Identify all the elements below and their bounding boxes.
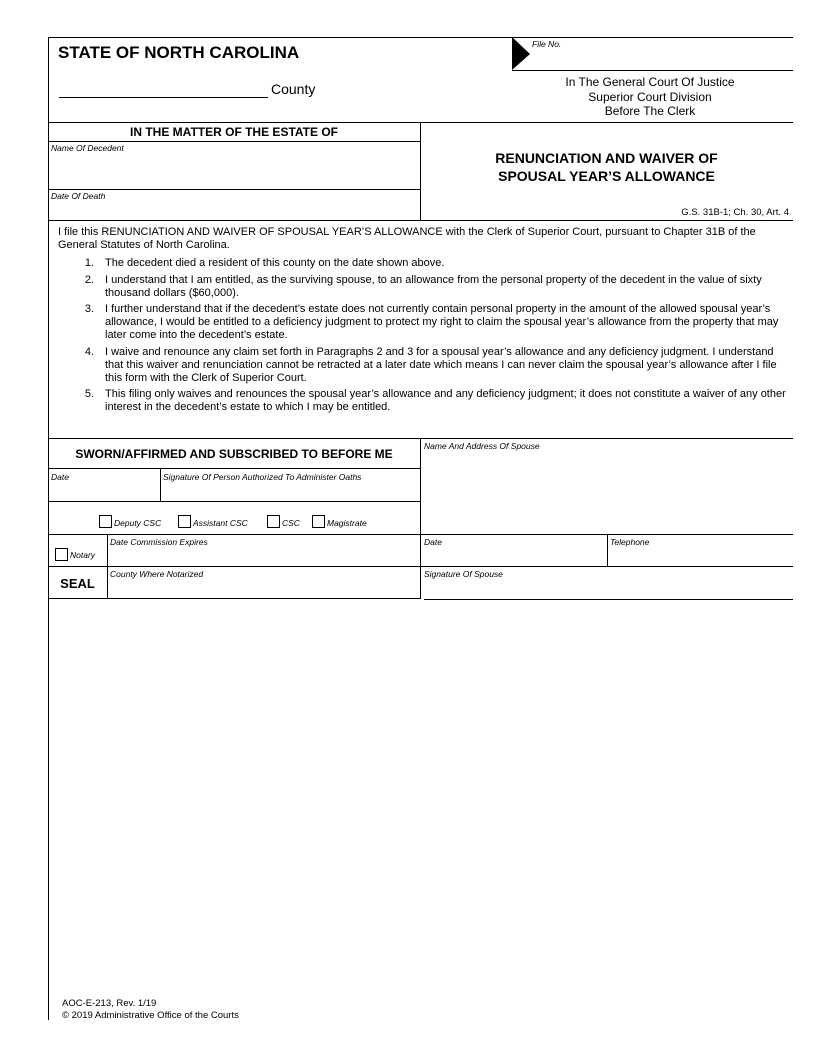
sworn-date-label: Date — [51, 472, 69, 482]
intro-paragraph: I file this RENUNCIATION AND WAIVER OF SPOUSAL YEAR’S ALLOWANCE with the Clerk of Superior Court, pursuant to Chapter 31B of the General Statutes of North Carolina. — [58, 226, 756, 252]
copyright: © 2019 Administrative Office of the Courts — [62, 1009, 239, 1021]
list-item — [58, 303, 788, 343]
sworn-heading-underline — [48, 468, 420, 469]
body-text — [58, 226, 788, 418]
list-item — [58, 274, 788, 300]
sworn-bottom-border — [48, 598, 420, 599]
commission-row-bottom — [48, 566, 793, 567]
county-underline — [59, 97, 268, 98]
assistant-csc-label: Assistant CSC — [193, 518, 248, 528]
spouse-signature-label: Signature Of Spouse — [424, 569, 503, 579]
item-text: This filing only waives and renounces the spousal year’s allowance and any deficiency judgment; it does not constitute a waiver of any other interest in the decedent’s estate to which I may be entitled. — [105, 388, 786, 414]
csc-checkbox[interactable] — [267, 515, 280, 528]
file-no-arrow-icon — [512, 37, 532, 71]
county-notarized-label: County Where Notarized — [110, 569, 204, 579]
sworn-date-underline — [48, 501, 420, 502]
form-title-line-1: RENUNCIATION AND WAIVER OF — [495, 150, 718, 166]
commission-expires-label: Date Commission Expires — [110, 537, 208, 547]
item-text: I waive and renounce any claim set forth in Paragraphs 2 and 3 for a spousal year’s allowance and any deficiency judgment. I understand that this waiver and renunciation cannot be retracted at a later date which means I can never claim the spousal year’s allowance after I file this form with the Clerk of Superior Court. — [105, 345, 777, 385]
spouse-date-input[interactable] — [425, 549, 603, 564]
sworn-date-input[interactable] — [52, 484, 156, 499]
decedent-name-input[interactable] — [52, 156, 416, 186]
item-number: 5. — [84, 388, 94, 401]
court-info — [510, 75, 790, 119]
list-item — [58, 346, 788, 386]
item-number: 4. — [84, 345, 94, 358]
decedent-name-underline — [48, 189, 420, 190]
item-text: I understand that I am entitled, as the surviving spouse, to an allowance from the personal property of the decedent in the value of sixty thousand dollars ($60,000). — [105, 273, 762, 299]
item-text: The decedent died a resident of this county on the date shown above. — [105, 257, 445, 270]
top-border — [48, 37, 793, 38]
court-line-3: Before The Clerk — [604, 104, 696, 118]
court-line-1: In The General Court Of Justice — [565, 75, 735, 89]
telephone-input[interactable] — [611, 549, 789, 564]
csc-label: CSC — [282, 518, 300, 528]
decedent-name-label: Name Of Decedent — [51, 143, 124, 153]
deputy-csc-checkbox[interactable] — [99, 515, 112, 528]
sworn-date-divider — [160, 468, 161, 501]
seal-label: SEAL — [60, 576, 95, 591]
assistant-csc-checkbox[interactable] — [178, 515, 191, 528]
estate-bottom-border — [48, 220, 793, 221]
spouse-signature-line — [424, 599, 793, 600]
item-number: 2. — [84, 273, 94, 286]
estate-heading: IN THE MATTER OF THE ESTATE OF — [130, 125, 338, 139]
item-text: I further understand that if the decedent’s estate does not currently contain personal property in the amount of the allowed spousal year’s allowance, I would be entitled to a deficiency judgment to protect my right to claim the spousal year’s allowance from the property that may later come into the decedent’s estate. — [105, 303, 779, 342]
item-number: 3. — [84, 303, 94, 316]
court-line-2: Superior Court Division — [588, 89, 712, 104]
deputy-csc-label: Deputy CSC — [114, 518, 162, 528]
notary-label: Notary — [70, 550, 96, 560]
spouse-name-address-input[interactable] — [425, 454, 789, 532]
form-title — [420, 149, 793, 185]
date-of-death-input[interactable] — [52, 203, 416, 218]
county-input[interactable] — [60, 82, 265, 96]
left-border — [48, 37, 49, 1020]
sworn-divider — [420, 438, 421, 599]
list-item — [58, 388, 788, 414]
commission-expires-input[interactable] — [111, 549, 416, 564]
magistrate-checkbox[interactable] — [312, 515, 325, 528]
footer — [62, 998, 239, 1021]
statute-reference: G.S. 31B-1; Ch. 30, Art. 4 — [681, 207, 789, 218]
oath-signature-label: Signature Of Person Authorized To Administer Oaths — [163, 472, 362, 482]
form-code: AOC-E-213, Rev. 1/19 — [62, 998, 157, 1009]
sworn-heading: SWORN/AFFIRMED AND SUBSCRIBED TO BEFORE ME — [75, 447, 393, 461]
telephone-label: Telephone — [610, 537, 650, 547]
estate-heading-underline — [48, 141, 420, 142]
spouse-signature-input[interactable] — [425, 581, 789, 596]
spouse-name-address-label: Name And Address Of Spouse — [424, 441, 540, 451]
notary-checkbox[interactable] — [55, 548, 68, 561]
file-no-label: File No. — [532, 39, 562, 49]
spouse-date-label: Date — [424, 537, 442, 547]
form-title-line-2: SPOUSAL YEAR’S ALLOWANCE — [498, 168, 715, 184]
oath-signature-input[interactable] — [164, 484, 416, 499]
list-item — [58, 257, 788, 270]
state-title: STATE OF NORTH CAROLINA — [58, 43, 300, 62]
telephone-divider — [607, 534, 608, 566]
magistrate-label: Magistrate — [327, 518, 367, 528]
file-no-input[interactable] — [532, 50, 790, 68]
notary-row-top — [48, 534, 793, 535]
statement-list — [58, 257, 788, 414]
item-number: 1. — [84, 257, 94, 270]
county-notarized-input[interactable] — [111, 581, 416, 596]
date-of-death-label: Date Of Death — [51, 191, 106, 201]
county-label: County — [271, 81, 316, 97]
file-no-underline — [512, 70, 793, 71]
